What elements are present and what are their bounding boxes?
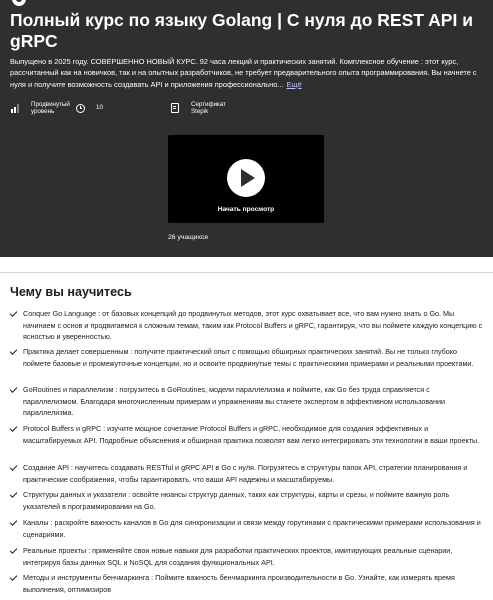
- check-icon: [10, 347, 18, 355]
- level-text: Продвинутый уровень: [31, 101, 70, 116]
- clock-icon: [75, 103, 85, 113]
- check-icon: [10, 424, 18, 432]
- check-icon: [10, 573, 18, 581]
- check-icon: [10, 518, 18, 526]
- certificate-text: Сертификат Stepik: [191, 101, 227, 116]
- play-icon[interactable]: [227, 159, 265, 197]
- certificate-meta: [170, 101, 226, 116]
- students-count: 26 учащихся: [168, 234, 208, 241]
- check-icon: [10, 463, 18, 471]
- course-description: [10, 56, 485, 90]
- check-icon: [10, 309, 18, 317]
- course-meta: [0, 101, 493, 119]
- course-hero: [0, 0, 493, 257]
- more-link[interactable]: Ещё: [286, 79, 302, 89]
- check-icon: [10, 546, 18, 554]
- course-title: Полный курс по языку Golang | С нуля до REST API и gRPC: [10, 10, 473, 51]
- hours-meta: [75, 101, 103, 113]
- level-meta: [10, 101, 70, 116]
- course-description-text: Выпущено в 2025 году. СОВЕРШЕННО НОВЫЙ КУРС. 92 часа лекций и практических занятий. Комплексное обучение : этот курс, рассчитанный как на новичков, так и на опытных разработчиков, не требует предварительного опыта программирования. Вы начнете с нуля и получите возможность создавать API и приложения профессионально...: [10, 57, 477, 89]
- course-preview-player[interactable]: [168, 135, 324, 223]
- section-title: Чему вы научитесь: [10, 285, 132, 299]
- what-you-learn-section: Чему вы научитесь Conquer Go Language : от базовых концепций до продвинутых методов, этот курс охватывает все, что вам нужно знать о Go. Мы начинаем с основ и продвигаемся к сложным темам, таким как Protocol Buffers и gRPC, гарантируя, что вы поймете каждую концепцию с ясностью и уверенностью. Практика делает совершенным : получите практический опыт с помощью обширных практических занятий. Вы не только глубоко поймете базовые и промежуточные концепции, но и освоите продвинутые темы с практическими примерами и реальными проектами. GoRoutines и параллелизм : погрузитесь в GoRoutines, модели параллелизма и поймите, как Go без труда справляется с параллелизмом. Благодаря многочисленным примерам и упражнениям вы станете экспертом в эффективном использовании параллелизма. Protocol Buffers и gRPC : изучите мощное сочетание Protocol Buffers и gRPC, необходимое для создания эффективных и масштабируемых API. Подробные объяснения и обширная практика позволят вам легко интегрировать эти технологии в ваши проекты. Создание API : научитесь создавать RESTful и gRPC API в Go с нуля. Погрузитесь в структуры папок API, стратегии планирования и практические соображения, чтобы гарантировать, что ваши API надежны и масштабируемы. Структуры данных и указатели : освойте нюансы структур данных, таких как структуры, карты и срезы, и поймите важную роль указателей в программировании на Go. Каналы : раскройте важность каналов в Go для синхронизации и связи между горутинами с практическими примерами использования и сценариями. Реальные проекты : применяйте свои новые навыки для разработки практических проектов, имитирующих реальные сценарии, интегрируя базы данных SQL и NoSQL для создания функциональных API. Методы и инструменты бенчмаркинга : Поймите важность бенчмаркинга производительности в Go. Узнайте, как измерять время выполнения, оптимизиров: [0, 272, 493, 600]
- logo-icon: [12, 0, 26, 6]
- check-icon: [10, 385, 18, 393]
- check-icon: [10, 490, 18, 498]
- level-bars-icon: [10, 103, 20, 113]
- hours-value: 10: [96, 104, 103, 111]
- certificate-icon: [170, 103, 180, 113]
- preview-label: Начать просмотр: [217, 206, 275, 213]
